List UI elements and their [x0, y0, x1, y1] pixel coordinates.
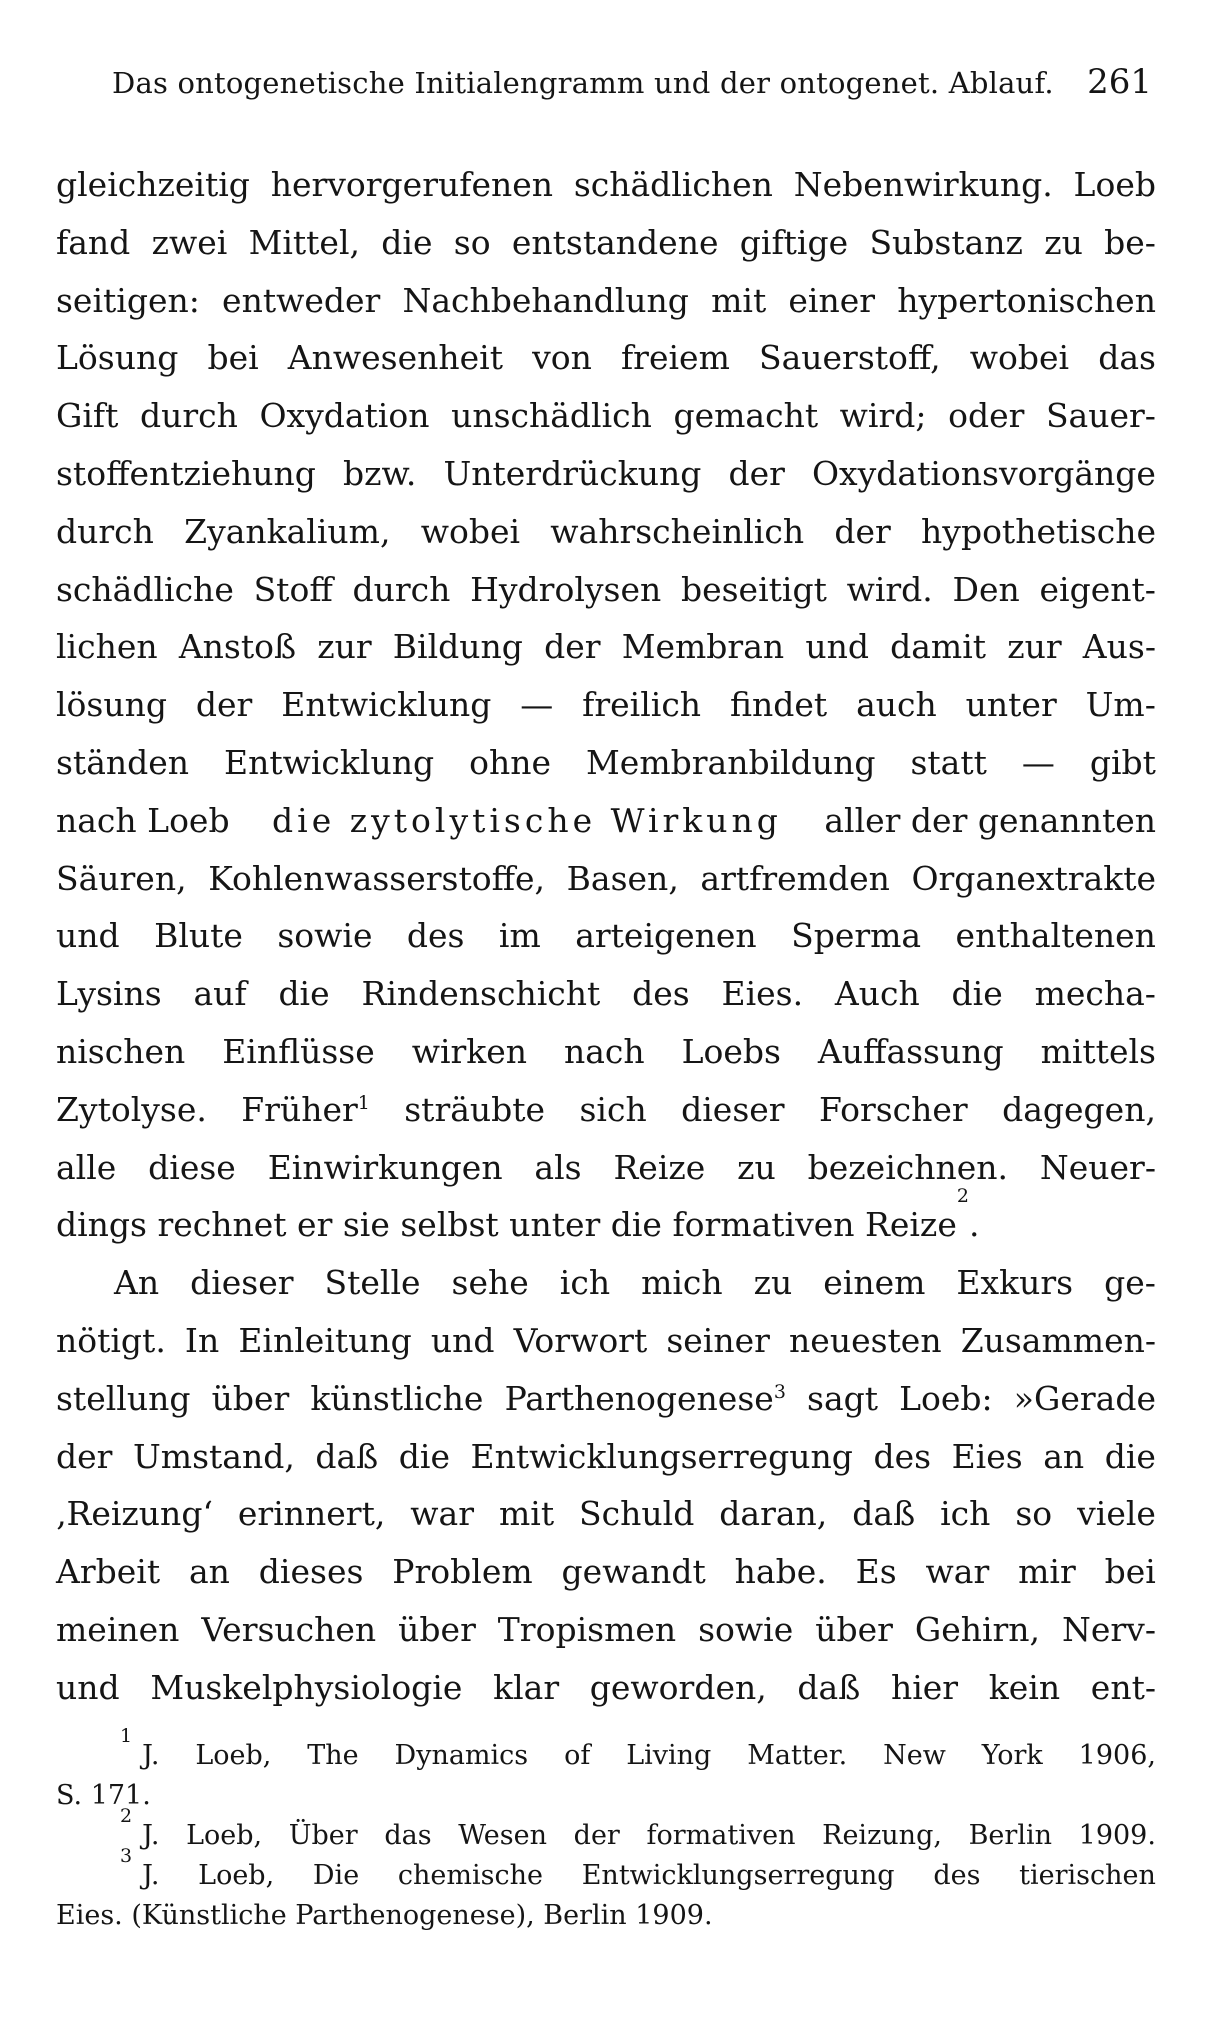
word: freiem — [620, 338, 730, 378]
footnote-number: 1 — [120, 1725, 133, 1747]
word: fand — [56, 222, 131, 262]
word: als — [534, 1147, 582, 1187]
word: ge- — [1104, 1263, 1156, 1303]
text-line — [56, 907, 1156, 965]
word: die — [381, 222, 433, 262]
word: Entwicklung — [281, 685, 492, 725]
footnote-3 — [56, 1845, 1156, 1896]
word: wirken — [411, 1031, 528, 1071]
word: entstandene — [511, 222, 719, 262]
word: Mittel, — [248, 222, 361, 262]
word: bzw. — [343, 453, 417, 493]
word: Zyankalium, — [184, 511, 391, 551]
footnote-ref-2[interactable]: 2 — [956, 1185, 969, 1208]
word: ent- — [1090, 1667, 1156, 1707]
word: des — [406, 916, 465, 956]
word: alle — [56, 1147, 117, 1187]
footnote-number: 3 — [120, 1845, 133, 1867]
word: York — [981, 1740, 1043, 1771]
word: Auffassung — [817, 1031, 1004, 1071]
word: auf — [193, 974, 247, 1014]
word: dieser — [681, 1089, 785, 1129]
word: Die — [312, 1860, 360, 1891]
word: der — [728, 453, 785, 493]
word: der — [195, 685, 253, 725]
word: Berlin — [968, 1820, 1052, 1851]
word: viele — [1077, 1494, 1156, 1534]
word: durch — [139, 396, 238, 436]
word: und — [805, 627, 869, 667]
word: einem — [823, 1263, 926, 1303]
word: ‚Reizung‘ — [56, 1494, 213, 1534]
word: durch — [56, 511, 154, 551]
word: zu — [737, 1147, 776, 1187]
word: Zusammen- — [960, 1320, 1156, 1360]
word: der — [544, 627, 601, 667]
word: Um- — [1085, 685, 1156, 725]
word: zur — [1007, 627, 1062, 667]
word: Hydrolysen — [470, 569, 662, 609]
word: Umstand, — [132, 1436, 295, 1476]
word: über — [398, 1609, 476, 1649]
word: artfremden — [700, 858, 890, 898]
word: Sauer- — [1045, 396, 1156, 436]
word: wobei — [420, 511, 521, 551]
word-with-footnote-ref — [241, 1081, 370, 1139]
word: Es — [855, 1552, 897, 1592]
word: sagt — [807, 1378, 879, 1418]
word: Einflüsse — [222, 1031, 375, 1071]
word: The — [307, 1740, 359, 1771]
footnote-1-continuation — [56, 1776, 1156, 1816]
word: Oxydation — [259, 396, 430, 436]
word: Aus- — [1082, 627, 1156, 667]
word: meinen — [56, 1609, 180, 1649]
text-line — [56, 1601, 1156, 1659]
word: Entwicklung — [224, 742, 435, 782]
word: Membranbildung — [586, 742, 876, 782]
word: gemacht — [673, 396, 819, 436]
word: Muskelphysiologie — [150, 1667, 463, 1707]
word: mecha- — [1034, 974, 1156, 1014]
word: Schuld — [579, 1494, 695, 1534]
footnotes — [56, 1725, 1156, 1936]
word: wird. — [846, 569, 933, 609]
word: Tropismen — [497, 1609, 677, 1649]
word: Anwesenheit — [287, 338, 503, 378]
word: Zytolyse. — [56, 1089, 207, 1129]
word: findet — [729, 685, 828, 725]
word: Loeb, — [195, 1740, 272, 1771]
footnote-1 — [56, 1725, 1156, 1776]
word: durch — [352, 569, 451, 609]
word: geworden, — [589, 1667, 767, 1707]
text-line — [56, 1370, 1156, 1428]
word: lichen — [56, 627, 158, 667]
text-line — [56, 1485, 1156, 1543]
word: Sauerstoff, — [758, 338, 941, 378]
word: sehe — [451, 1263, 529, 1303]
word: Entwicklungserregung — [581, 1860, 895, 1891]
word: zwei — [151, 222, 228, 262]
text-line — [56, 1543, 1156, 1601]
word: seiner — [666, 1320, 770, 1360]
word: Entwicklungserregung — [470, 1436, 853, 1476]
word: Eies — [951, 1436, 1023, 1476]
word: über — [815, 1609, 893, 1649]
running-head — [112, 62, 1152, 122]
word: statt — [910, 742, 987, 782]
footnote-3-continuation — [56, 1896, 1156, 1936]
word: Exkurs — [956, 1263, 1074, 1303]
word: tierischen — [1019, 1860, 1156, 1891]
text-line — [56, 445, 1156, 503]
text-segment: nach Loeb — [56, 800, 230, 840]
word: Nachbehandlung — [402, 280, 689, 320]
word: Reizung, — [822, 1820, 942, 1851]
word: war — [410, 1494, 474, 1534]
word: das — [1098, 338, 1156, 378]
word: auch — [856, 685, 937, 725]
text-line — [56, 850, 1156, 908]
word: Säuren, — [56, 858, 187, 898]
word: enthaltenen — [955, 916, 1156, 956]
word: nötigt. — [56, 1320, 166, 1360]
word: daß — [315, 1436, 379, 1476]
word: beseitigt — [680, 569, 827, 609]
footnote-2 — [56, 1805, 1156, 1856]
word: New — [883, 1740, 946, 1771]
word: Arbeit — [56, 1552, 161, 1592]
word: einer — [788, 280, 876, 320]
word: nischen — [56, 1031, 186, 1071]
word: klar — [493, 1667, 560, 1707]
footnote-words — [142, 1816, 1156, 1856]
word: J. — [142, 1860, 160, 1891]
word: ständen — [56, 742, 190, 782]
word-with-footnote-ref — [505, 1370, 786, 1428]
word: gibt — [1089, 742, 1156, 782]
text-line — [56, 272, 1156, 330]
word: seitigen: — [56, 280, 200, 320]
word: Gift — [56, 396, 119, 436]
word: über — [211, 1378, 290, 1418]
word: Problem — [392, 1552, 533, 1592]
word: ohne — [469, 742, 552, 782]
word: Matter. — [747, 1740, 848, 1771]
word: Über — [288, 1820, 358, 1851]
text-line — [56, 1254, 1156, 1312]
word: zu — [1044, 222, 1083, 262]
text-line — [56, 1428, 1156, 1486]
text-line — [56, 734, 1156, 792]
word: Loeb — [1073, 165, 1156, 204]
text-line — [56, 792, 1156, 850]
word: sowie — [277, 916, 373, 956]
word: und — [430, 1320, 495, 1360]
word: Membran — [621, 627, 785, 667]
word: hypothetische — [921, 511, 1156, 551]
word: dieser — [190, 1263, 294, 1303]
word: die — [1104, 1436, 1156, 1476]
word: In — [184, 1320, 220, 1360]
word: Versuchen — [201, 1609, 377, 1649]
word: diese — [148, 1147, 236, 1187]
word: bezeichnen. — [807, 1147, 1009, 1187]
word: stoffentziehung — [56, 453, 316, 493]
text-line — [56, 387, 1156, 445]
word: die — [278, 974, 330, 1014]
word: arteigenen — [575, 916, 757, 956]
word: erinnert, — [237, 1494, 386, 1534]
word: Nerv- — [1062, 1609, 1156, 1649]
text-line — [56, 214, 1156, 272]
word: eigent- — [1039, 569, 1156, 609]
word: sträubte — [404, 1089, 546, 1129]
word: das — [384, 1820, 432, 1851]
word: unter — [965, 685, 1057, 725]
footnote-number: 2 — [120, 1805, 133, 1827]
word: formativen — [646, 1820, 796, 1851]
word: Forscher — [818, 1089, 968, 1129]
word: Lösung — [56, 338, 179, 378]
word: Gehirn, — [914, 1609, 1041, 1649]
text-line — [56, 1312, 1156, 1370]
word: Kohlenwasserstoffe, — [208, 858, 546, 898]
word: mittels — [1040, 1031, 1156, 1071]
text-line — [56, 618, 1156, 676]
footnote-text: Eies. (Künstliche Parthenogenese), Berlin 1909. — [56, 1900, 713, 1931]
word: daß — [852, 1494, 916, 1534]
word: hier — [890, 1667, 959, 1707]
word: Vorwort — [513, 1320, 648, 1360]
word: Dynamics — [394, 1740, 529, 1771]
word: habe. — [734, 1552, 827, 1592]
word: mich — [641, 1263, 723, 1303]
word: des — [873, 1436, 932, 1476]
emphasized-text: die zytolytische Wirkung — [272, 800, 782, 840]
text-segment: aller der genannten — [824, 800, 1156, 840]
word: Loeb, — [186, 1820, 263, 1851]
word: mit — [498, 1494, 555, 1534]
text-line — [56, 561, 1156, 619]
word: Bildung — [392, 627, 523, 667]
word: kein — [988, 1667, 1061, 1707]
word: wobei — [969, 338, 1070, 378]
word: wahrscheinlich — [550, 511, 805, 551]
footnote-ref-3[interactable]: 3 — [773, 1380, 786, 1403]
word: Organextrakte — [911, 858, 1156, 898]
word: Früher — [241, 1089, 358, 1129]
word: freilich — [582, 685, 702, 725]
word: gleichzeitig — [56, 165, 250, 204]
footnote-words — [142, 1856, 1156, 1896]
word: künstliche — [310, 1378, 484, 1418]
word: zur — [317, 627, 372, 667]
word: Reize — [613, 1147, 706, 1187]
text-line — [56, 329, 1156, 387]
word: giftige — [739, 222, 849, 262]
footnote-text: S. 171. — [56, 1780, 151, 1811]
word: Rindenschicht — [361, 974, 601, 1014]
word: nach — [564, 1031, 645, 1071]
text-line — [56, 503, 1156, 561]
body-text — [56, 156, 1156, 1717]
word: sowie — [698, 1609, 794, 1649]
word: dieses — [258, 1552, 364, 1592]
word: Nebenwirkung. — [793, 165, 1053, 204]
word: Substanz — [869, 222, 1023, 262]
word: Neuer- — [1039, 1147, 1156, 1187]
word: Lysins — [56, 974, 162, 1014]
word: Basen, — [566, 858, 679, 898]
word: Einleitung — [238, 1320, 412, 1360]
word: der — [834, 511, 891, 551]
word: war — [925, 1552, 990, 1592]
word: damit — [890, 627, 987, 667]
word: neuesten — [789, 1320, 942, 1360]
word: daß — [797, 1667, 861, 1707]
word: von — [532, 338, 592, 378]
word: der — [573, 1820, 620, 1851]
word: stellung — [56, 1378, 191, 1418]
word: sich — [579, 1089, 647, 1129]
word: wird; — [839, 396, 927, 436]
text-line — [56, 1185, 1156, 1254]
text-line — [56, 1659, 1156, 1717]
word: Einwirkungen — [267, 1147, 503, 1187]
word: Loebs — [681, 1031, 781, 1071]
word: im — [498, 916, 541, 956]
word: 1909. — [1078, 1820, 1156, 1851]
word: der — [56, 1436, 113, 1476]
word: bei — [207, 338, 259, 378]
word: an — [1043, 1436, 1085, 1476]
word: die — [398, 1436, 450, 1476]
word: mir — [1018, 1552, 1076, 1592]
word: chemische — [397, 1860, 543, 1891]
word: Stoff — [253, 569, 333, 609]
word: of — [564, 1740, 591, 1771]
word: entweder — [222, 280, 381, 320]
word: so — [453, 222, 491, 262]
word: »Gerade — [1013, 1378, 1156, 1418]
word: schädliche — [56, 569, 234, 609]
word: Blute — [154, 916, 243, 956]
word: Anstoß — [178, 627, 297, 667]
running-title: Das ontogenetische Initialengramm und der ontogenet. Ablauf. — [112, 66, 1054, 100]
text-segment: dings rechnet er sie selbst unter die formativen Reize — [56, 1205, 957, 1245]
word: unschädlich — [451, 396, 652, 436]
text-line — [56, 676, 1156, 734]
word: lösung — [56, 685, 167, 725]
word: Loeb: — [899, 1378, 993, 1418]
word: Eies. — [721, 974, 804, 1014]
word: schädlichen — [573, 165, 773, 204]
word: hervorgerufenen — [270, 165, 554, 204]
word: Unterdrückung — [443, 453, 702, 493]
page-number: 261 — [1087, 62, 1152, 102]
text-line — [56, 1023, 1156, 1081]
word: Stelle — [324, 1263, 421, 1303]
word: — — [520, 685, 554, 725]
text-line — [56, 1081, 1156, 1139]
word: die — [951, 974, 1003, 1014]
word: Oxydationsvorgänge — [811, 453, 1156, 493]
text-line — [56, 965, 1156, 1023]
word: so — [1015, 1494, 1053, 1534]
word: Parthenogenese — [504, 1378, 774, 1418]
text-segment: . — [968, 1205, 980, 1245]
word: J. — [142, 1740, 160, 1771]
word: gewandt — [561, 1552, 706, 1592]
word: bei — [1104, 1552, 1156, 1592]
word: Living — [626, 1740, 712, 1771]
word: oder — [948, 396, 1025, 436]
word: an — [188, 1552, 230, 1592]
word: und — [56, 916, 120, 956]
word: und — [56, 1667, 120, 1707]
word: J. — [142, 1820, 160, 1851]
footnote-ref-1[interactable]: 1 — [357, 1091, 370, 1114]
word: dagegen, — [1002, 1089, 1156, 1129]
word: Den — [952, 569, 1020, 609]
word: mit — [711, 280, 767, 320]
word: be- — [1104, 222, 1156, 262]
word: ich — [940, 1494, 991, 1534]
word: des — [933, 1860, 981, 1891]
word: An — [114, 1263, 160, 1303]
word: zu — [753, 1263, 793, 1303]
footnote-words — [142, 1736, 1156, 1776]
text-line — [56, 1139, 1156, 1197]
word: 1906, — [1078, 1740, 1156, 1771]
word: Sperma — [791, 916, 922, 956]
word: des — [632, 974, 690, 1014]
word: Loeb, — [198, 1860, 275, 1891]
text-line — [56, 156, 1156, 214]
word: ich — [559, 1263, 611, 1303]
word: Wesen — [458, 1820, 548, 1851]
word: hypertonischen — [897, 280, 1156, 320]
word: daran, — [719, 1494, 828, 1534]
word: — — [1021, 742, 1055, 782]
word: Auch — [834, 974, 920, 1014]
